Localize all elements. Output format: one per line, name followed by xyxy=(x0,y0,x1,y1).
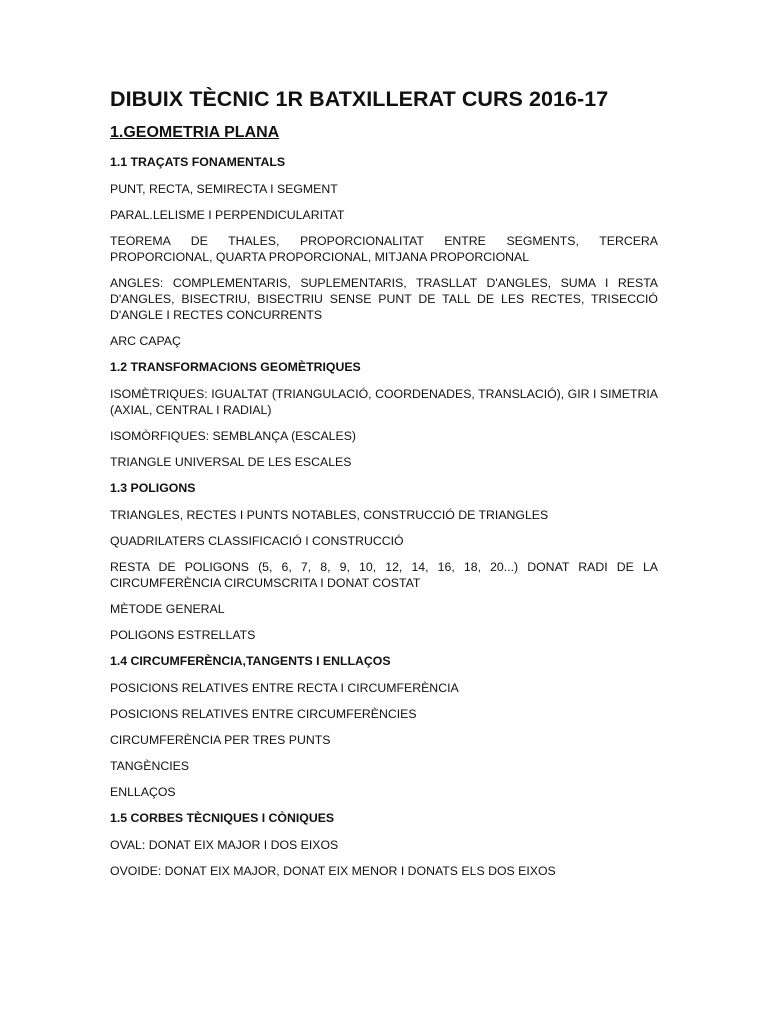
list-item: ISOMÒRFIQUES: SEMBLANÇA (ESCALES) xyxy=(110,429,356,443)
list-item: OVAL: DONAT EIX MAJOR I DOS EIXOS xyxy=(110,838,339,852)
list-item: MÈTODE GENERAL xyxy=(110,602,225,616)
list-item: POSICIONS RELATIVES ENTRE RECTA I CIRCUMFERÈNCIA xyxy=(110,681,459,695)
list-item: OVOIDE: DONAT EIX MAJOR, DONAT EIX MENOR I DONATS ELS DOS EIXOS xyxy=(110,864,556,878)
subsection-list xyxy=(110,154,658,879)
list-item: TRIANGLES, RECTES I PUNTS NOTABLES, CONSTRUCCIÓ DE TRIANGLES xyxy=(110,508,549,522)
list-item: RESTA DE POLIGONS (5, 6, 7, 8, 9, 10, 12, 14, 16, 18, 20...) DONAT RADI DE LA CIRCUMFERÈNCIA CIRCUMSCRITA I DONAT COSTAT xyxy=(110,560,658,590)
subsection-heading: 1.1 TRAÇATS FONAMENTALS xyxy=(110,155,286,169)
list-item: PUNT, RECTA, SEMIRECTA I SEGMENT xyxy=(110,182,338,196)
subsection-heading: 1.3 POLIGONS xyxy=(110,481,196,495)
list-item: ISOMÈTRIQUES: IGUALTAT (TRIANGULACIÓ, COORDENADES, TRANSLACIÓ), GIR I SIMETRIA (AXIAL, CENTRAL I RADIAL) xyxy=(110,387,658,417)
section-title: 1.GEOMETRIA PLANA xyxy=(110,124,280,141)
list-item: TRIANGLE UNIVERSAL DE LES ESCALES xyxy=(110,455,352,469)
list-item: PARAL.LELISME I PERPENDICULARITAT xyxy=(110,208,345,222)
list-item: ENLLAÇOS xyxy=(110,785,176,799)
list-item: ANGLES: COMPLEMENTARIS, SUPLEMENTARIS, TRASLLAT D'ANGLES, SUMA I RESTA D'ANGLES, BISECTRIU, BISECTRIU SENSE PUNT DE TALL DE LES RECTES, TRISECCIÓ D'ANGLE I RECTES CONCURRENTS xyxy=(110,276,658,322)
subsection-heading: 1.5 CORBES TÈCNIQUES I CÒNIQUES xyxy=(110,811,335,825)
document-title: DIBUIX TÈCNIC 1R BATXILLERAT CURS 2016-17 xyxy=(110,87,609,111)
list-item: TEOREMA DE THALES, PROPORCIONALITAT ENTRE SEGMENTS, TERCERA PROPORCIONAL, QUARTA PROPORCIONAL, MITJANA PROPORCIONAL xyxy=(110,234,658,264)
list-item: ARC CAPAÇ xyxy=(110,334,181,348)
subsection-heading: 1.4 CIRCUMFERÈNCIA,TANGENTS I ENLLAÇOS xyxy=(110,654,391,668)
list-item: TANGÈNCIES xyxy=(110,759,190,773)
document-content xyxy=(110,84,658,879)
list-item: POSICIONS RELATIVES ENTRE CIRCUMFERÈNCIES xyxy=(110,707,417,721)
list-item: CIRCUMFERÈNCIA PER TRES PUNTS xyxy=(110,733,331,747)
list-item: POLIGONS ESTRELLATS xyxy=(110,628,256,642)
subsection-heading: 1.2 TRANSFORMACIONS GEOMÈTRIQUES xyxy=(110,360,361,374)
list-item: QUADRILATERS CLASSIFICACIÓ I CONSTRUCCIÓ xyxy=(110,534,404,548)
